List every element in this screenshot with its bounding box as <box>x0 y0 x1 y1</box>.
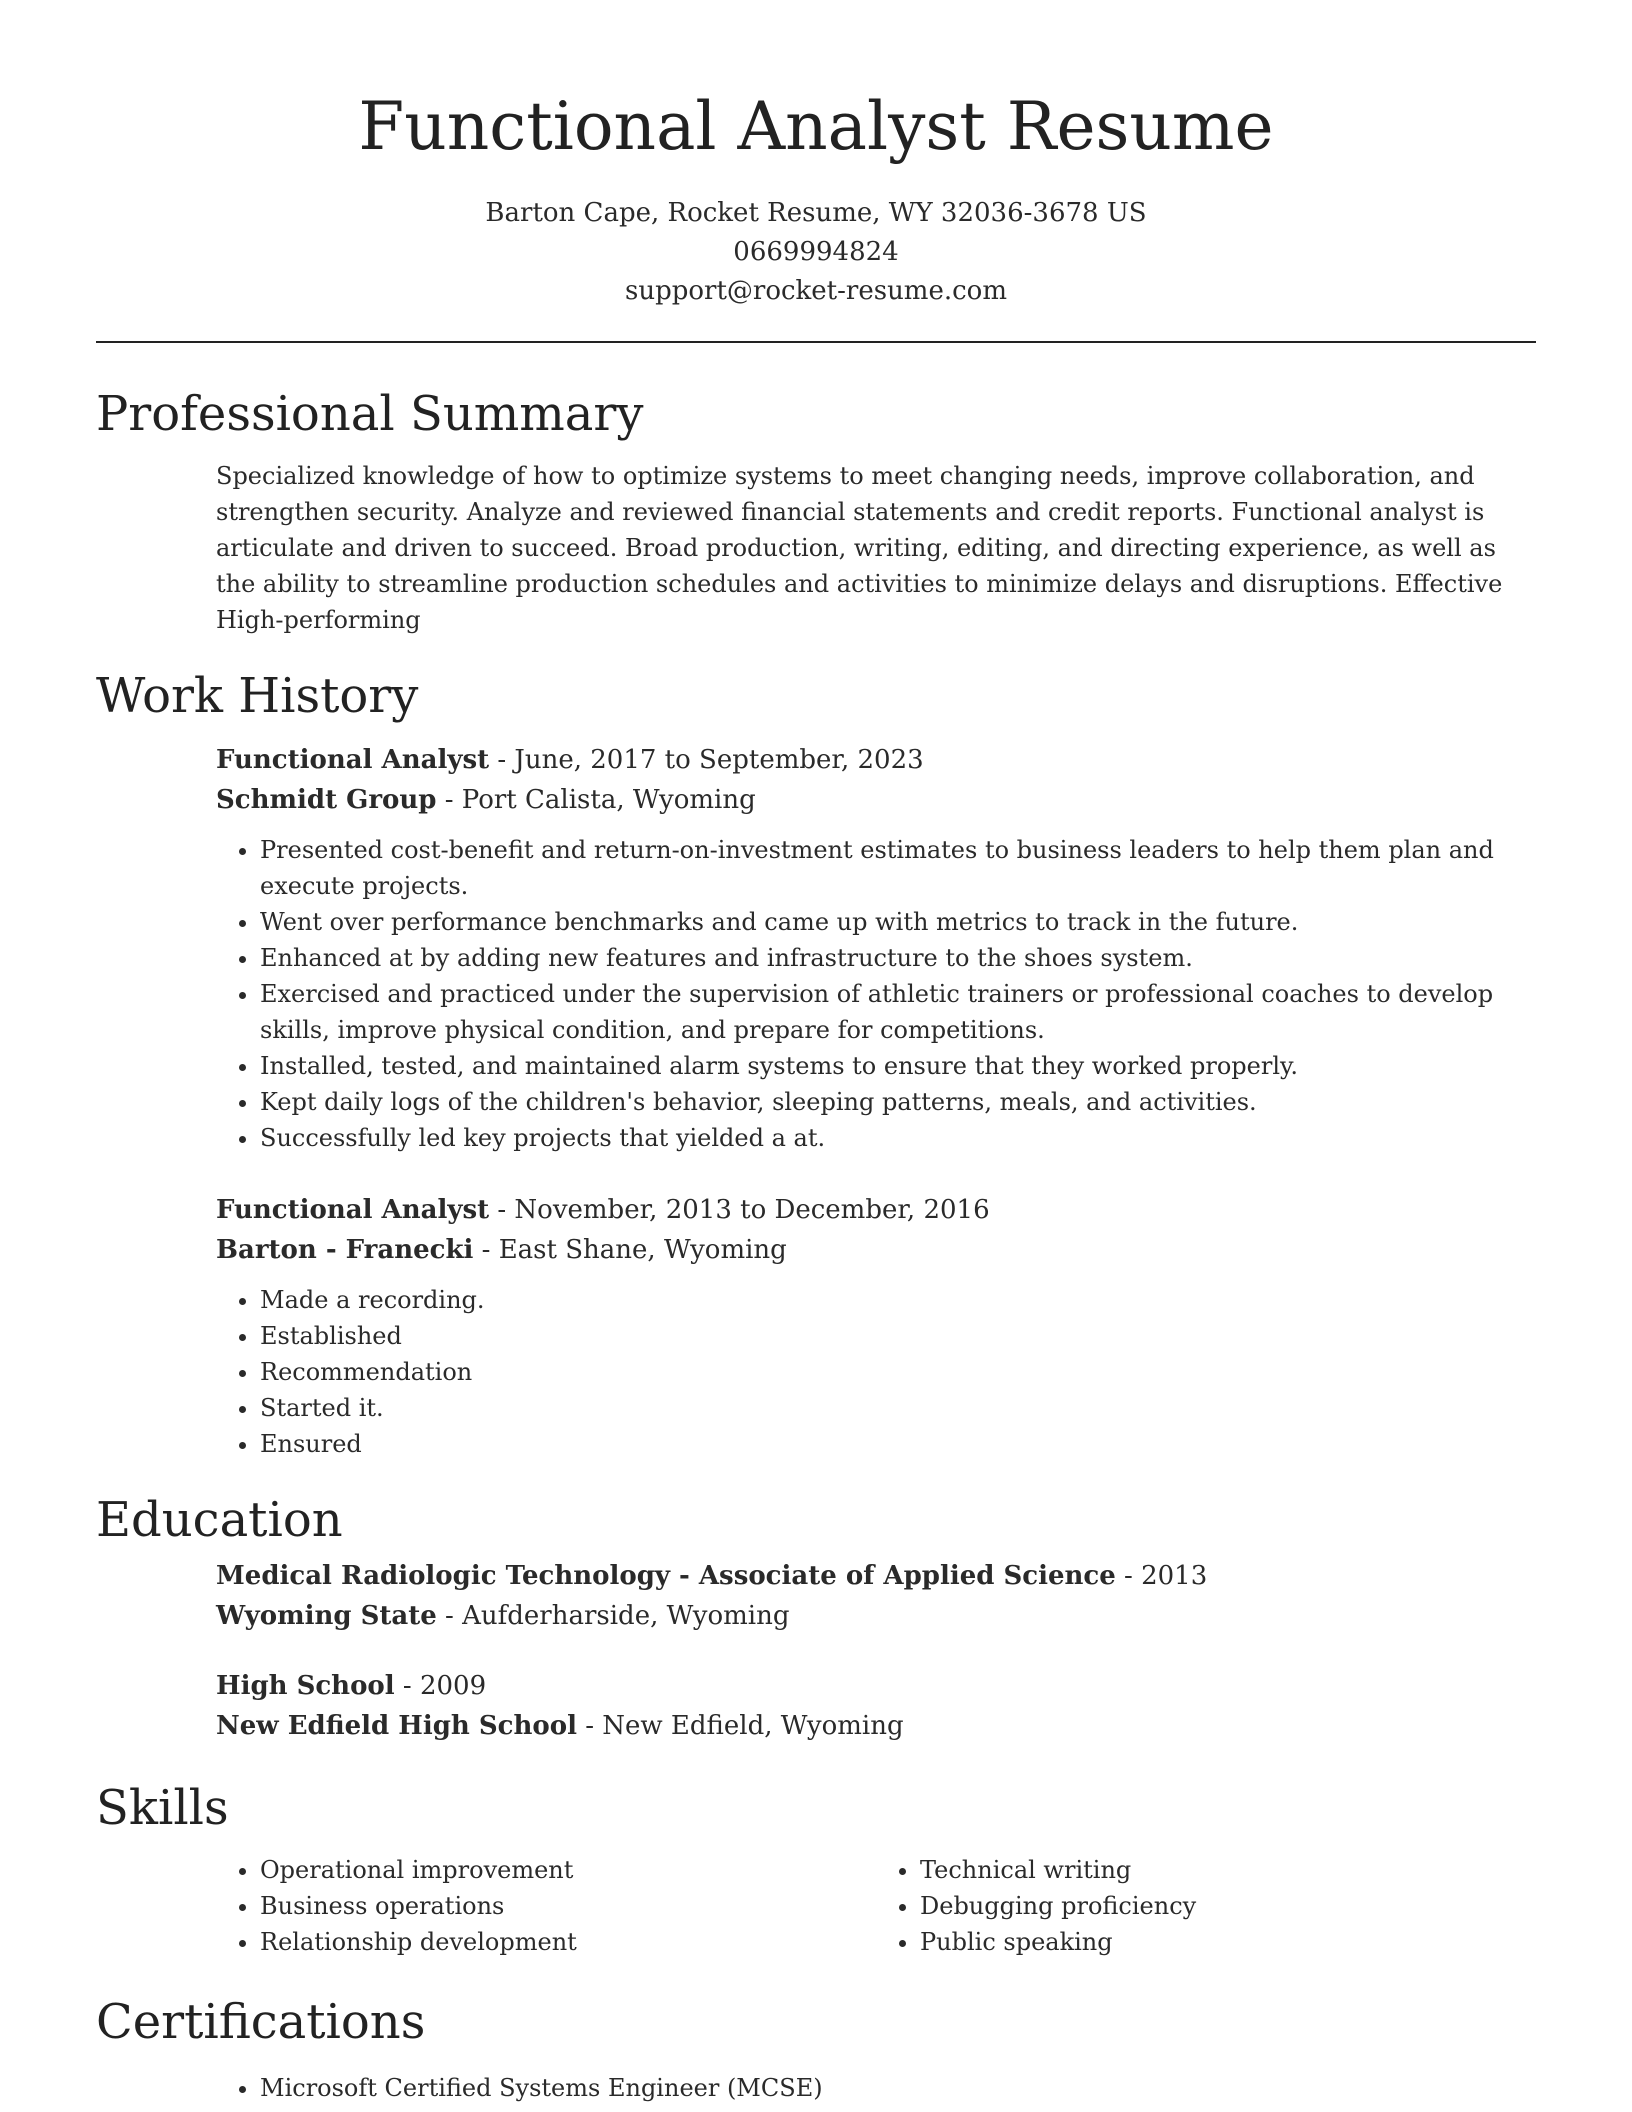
education-year: - 2009 <box>394 1671 487 1701</box>
resume-title: Functional Analyst Resume <box>358 88 1274 165</box>
job-entry <box>216 1190 1536 1462</box>
summary-section <box>96 378 1536 638</box>
skill-item: • Relationship development <box>260 1924 876 1960</box>
job-bullet: • Kept daily logs of the children's behavior, sleeping patterns, meals, and activities. <box>260 1084 1536 1120</box>
education-school-line <box>216 1596 1536 1636</box>
job-company: Barton - Franecki <box>216 1235 474 1265</box>
education-entry <box>216 1556 1536 1636</box>
education-degree: Medical Radiologic Technology - Associate of Applied Science <box>216 1561 1116 1591</box>
summary-heading: Professional Summary <box>96 386 644 442</box>
job-title: Functional Analyst <box>216 1195 490 1225</box>
skill-item: • Technical writing <box>920 1852 1536 1888</box>
job-bullet: • Installed, tested, and maintained alarm systems to ensure that they worked properly. <box>260 1048 1536 1084</box>
education-degree-line <box>216 1556 1536 1596</box>
job-entry <box>216 740 1536 1156</box>
education-school: Wyoming State <box>216 1601 437 1631</box>
resume-header <box>0 0 1632 311</box>
job-company-line <box>216 780 1536 820</box>
job-bullet: • Ensured <box>260 1426 1536 1462</box>
job-bullet: • Established <box>260 1318 1536 1354</box>
skills-grid <box>216 1852 1536 1960</box>
education-section <box>96 1484 1536 1746</box>
certification-item: • Microsoft Certified Systems Engineer (MCSE) <box>260 2070 1536 2106</box>
contact-email: support@rocket-resume.com <box>624 276 1007 306</box>
contact-phone: 0669994824 <box>733 237 899 267</box>
job-bullets <box>216 832 1536 1156</box>
certifications-list <box>216 2070 1536 2106</box>
job-location: - Port Calista, Wyoming <box>436 785 756 815</box>
job-title-line <box>216 740 1536 780</box>
job-bullets <box>216 1282 1536 1462</box>
certifications-heading: Certifications <box>96 1994 426 2050</box>
skill-item: • Business operations <box>260 1888 876 1924</box>
resume-content <box>96 378 1536 2106</box>
summary-text: Specialized knowledge of how to optimize systems to meet changing needs, improve collaboration, and strengthen security. Analyze and reviewed financial statements and credit reports. Functional analyst is articulate and driven to succeed. Broad production, writing, editing, and directing experience, as well as the ability to streamline production schedules and activities to minimize delays and disruptions. Effective High-performing <box>216 462 1503 634</box>
education-heading: Education <box>96 1492 343 1548</box>
skill-item: • Operational improvement <box>260 1852 876 1888</box>
job-bullet: • Enhanced at by adding new features and infrastructure to the shoes system. <box>260 940 1536 976</box>
work-history-section <box>96 660 1536 1462</box>
work-history-heading: Work History <box>96 668 419 724</box>
job-dates: - November, 2013 to December, 2016 <box>489 1195 990 1225</box>
education-entry <box>216 1666 1536 1746</box>
job-bullet: • Made a recording. <box>260 1282 1536 1318</box>
job-bullet: • Went over performance benchmarks and came up with metrics to track in the future. <box>260 904 1536 940</box>
education-degree-line <box>216 1666 1536 1706</box>
skills-column-right <box>876 1852 1536 1960</box>
skills-heading: Skills <box>96 1780 229 1836</box>
education-year: - 2013 <box>1115 1561 1208 1591</box>
job-bullet: • Exercised and practiced under the supervision of athletic trainers or professional coaches to develop skills, improve physical condition, and prepare for competitions. <box>260 976 1536 1048</box>
job-title-line <box>216 1190 1536 1230</box>
education-school-line <box>216 1706 1536 1746</box>
education-location: - New Edfield, Wyoming <box>576 1711 904 1741</box>
education-location: - Aufderharside, Wyoming <box>436 1601 790 1631</box>
job-company: Schmidt Group <box>216 785 437 815</box>
header-divider <box>96 341 1536 343</box>
job-bullet: • Successfully led key projects that yielded a at. <box>260 1120 1536 1156</box>
skill-item: • Debugging proficiency <box>920 1888 1536 1924</box>
job-title: Functional Analyst <box>216 745 490 775</box>
job-company-line <box>216 1230 1536 1270</box>
skill-item: • Public speaking <box>920 1924 1536 1960</box>
education-school: New Edfield High School <box>216 1711 577 1741</box>
skills-column-left <box>216 1852 876 1960</box>
education-degree: High School <box>216 1671 395 1701</box>
contact-block <box>0 194 1632 311</box>
skills-section <box>96 1772 1536 1960</box>
job-dates: - June, 2017 to September, 2023 <box>489 745 924 775</box>
job-bullet: • Recommendation <box>260 1354 1536 1390</box>
contact-address: Barton Cape, Rocket Resume, WY 32036-3678 US <box>485 198 1147 228</box>
certifications-section <box>96 1986 1536 2106</box>
job-bullet: • Presented cost-benefit and return-on-investment estimates to business leaders to help them plan and execute projects. <box>260 832 1536 904</box>
job-bullet: • Started it. <box>260 1390 1536 1426</box>
job-location: - East Shane, Wyoming <box>473 1235 787 1265</box>
